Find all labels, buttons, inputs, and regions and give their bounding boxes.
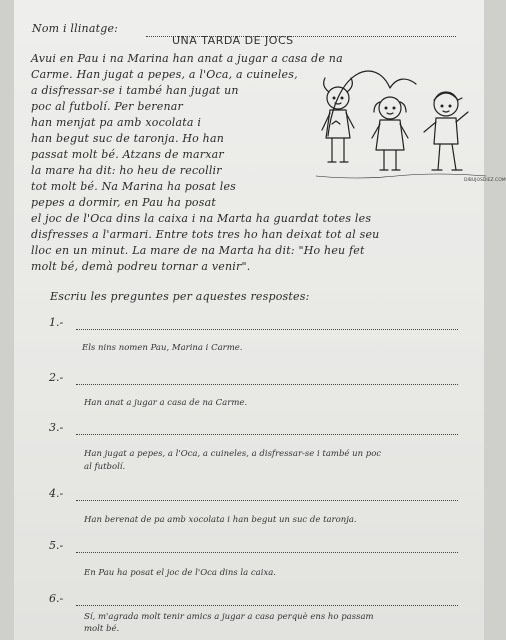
story-line: han begut suc de taronja. Ho han bbox=[31, 132, 224, 145]
story-line: passat molt bé. Atzans de marxar bbox=[31, 148, 224, 161]
story-line: Avui en Pau i na Marina han anat a jugar a casa de na bbox=[31, 52, 343, 65]
story-line: molt bé, demà podreu tornar a venir". bbox=[31, 260, 251, 273]
answer-text: En Pau ha posat el joc de l'Oca dins la caixa. bbox=[84, 568, 277, 578]
answer-text: Han jugat a pepes, a l'Oca, a cuineles, a disfressar-se i també un poc bbox=[84, 449, 382, 459]
worksheet-page bbox=[14, 0, 506, 640]
question-number: 2.- bbox=[49, 371, 64, 384]
answer-text: Els nins nomen Pau, Marina i Carme. bbox=[82, 343, 243, 353]
question-answer-line[interactable] bbox=[76, 552, 458, 553]
story-line: el joc de l'Oca dins la caixa i na Marta ha guardat totes les bbox=[31, 212, 372, 225]
answer-text: Sí, m'agrada molt tenir amics a jugar a casa perquè ens ho passam bbox=[84, 612, 374, 622]
answer-text: molt bé. bbox=[84, 624, 120, 634]
story-line: pepes a dormir, en Pau ha posat bbox=[31, 196, 216, 209]
question-answer-line[interactable] bbox=[76, 384, 458, 385]
question-number: 5.- bbox=[49, 539, 64, 552]
question-number: 3.- bbox=[49, 421, 64, 434]
name-label: Nom i llinatge: bbox=[32, 22, 119, 35]
story-line: tot molt bé. Na Marina ha posat les bbox=[31, 180, 237, 193]
answer-text: al futbolí. bbox=[84, 462, 126, 472]
story-line: han menjat pa amb xocolata i bbox=[31, 116, 202, 129]
question-number: 1.- bbox=[49, 316, 64, 329]
illustration-credit: DIBUJOSDIEZ.COM bbox=[464, 178, 506, 183]
answer-text: Han anat a jugar a casa de na Carme. bbox=[84, 398, 248, 408]
question-number: 4.- bbox=[49, 487, 64, 500]
instructions: Escriu les preguntes per aquestes respostes: bbox=[50, 290, 310, 303]
question-answer-line[interactable] bbox=[76, 434, 458, 435]
story-line: a disfressar-se i també han jugat un bbox=[31, 84, 239, 97]
question-answer-line[interactable] bbox=[76, 500, 458, 501]
worksheet-title: UNA TARDA DE JOCS bbox=[172, 34, 294, 47]
answer-text: Han berenat de pa amb xocolata i han begut un suc de taronja. bbox=[84, 515, 357, 525]
question-answer-line[interactable] bbox=[76, 605, 458, 606]
story-line: lloc en un minut. La mare de na Marta ha dit: "Ho heu fet bbox=[31, 244, 365, 257]
question-number: 6.- bbox=[49, 592, 64, 605]
story-line: la mare ha dit: ho heu de recollir bbox=[31, 164, 222, 177]
children-jump-rope-illustration bbox=[306, 58, 496, 188]
story-line: poc al futbolí. Per berenar bbox=[31, 100, 183, 113]
question-answer-line[interactable] bbox=[76, 329, 458, 330]
story-line: Carme. Han jugat a pepes, a l'Oca, a cuineles, bbox=[31, 68, 298, 81]
story-line: disfresses a l'armari. Entre tots tres ho han deixat tot al seu bbox=[31, 228, 380, 241]
